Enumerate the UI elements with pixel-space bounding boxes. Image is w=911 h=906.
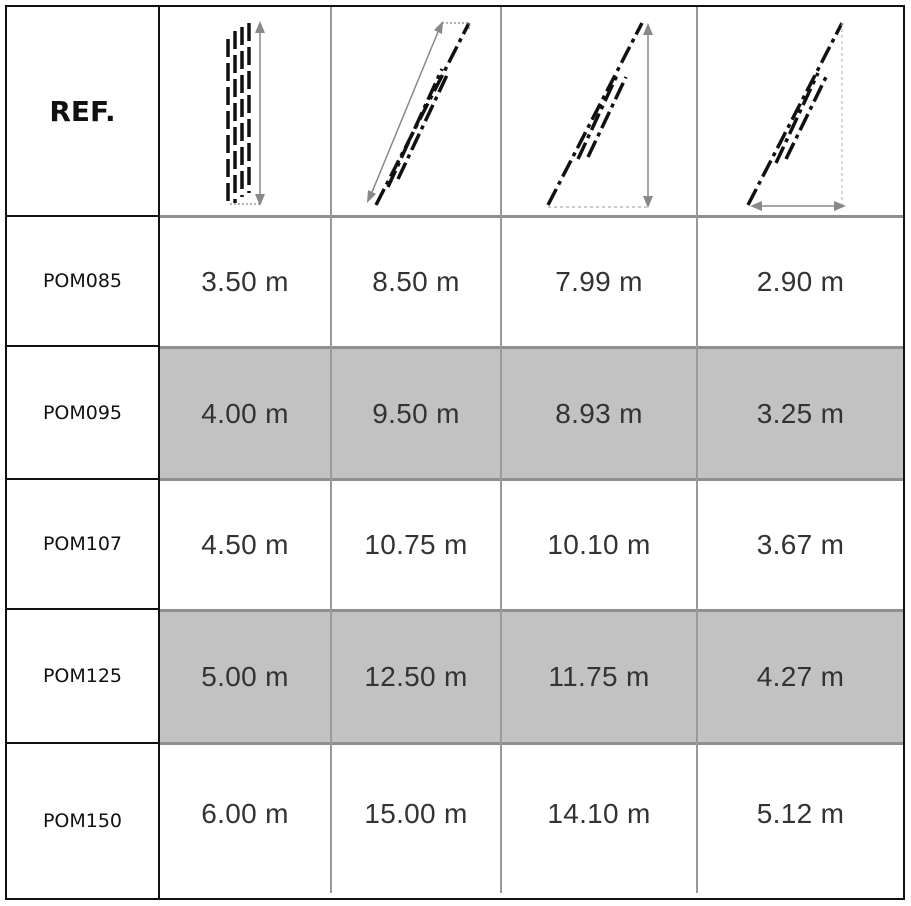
cell-working-height-pom107: 10.10 m [547,529,651,560]
ref-code-pom095: POM095 [7,347,158,480]
cell-working-height-pom150: 14.10 m [547,798,651,829]
ladder-base-distance-icon [698,7,903,215]
cell-length-pom125: 12.50 m [364,661,468,692]
cell-length-pom085: 8.50 m [372,266,460,297]
cell-height-pom095: 4.00 m [201,398,289,429]
ladder-size-table [5,5,905,900]
ref-header: REF. [7,7,158,217]
cell-base-pom085: 2.90 m [756,266,845,297]
cell-base-pom095: 3.25 m [756,398,845,429]
cell-length-pom107: 10.75 m [364,529,468,560]
value-grid [160,7,903,898]
cell-length-pom150: 15.00 m [364,798,468,829]
cell-working-height-pom085: 7.99 m [555,266,643,297]
cell-height-pom085: 3.50 m [201,266,289,297]
ref-code-pom085: POM085 [7,217,158,347]
cell-base-pom125: 4.27 m [756,661,845,692]
cell-base-pom150: 5.12 m [756,798,845,829]
cell-working-height-pom125: 11.75 m [548,661,650,692]
ref-code-pom150: POM150 [42,810,123,832]
ladder-length-icon [332,7,500,215]
ladder-vertical-height-icon [160,7,330,215]
cell-length-pom095: 9.50 m [372,398,460,429]
cell-height-pom107: 4.50 m [201,529,289,560]
ref-code-pom125: POM125 [7,610,158,744]
cell-working-height-pom095: 8.93 m [555,398,643,429]
cell-height-pom150: 6.00 m [201,798,289,829]
cell-height-pom125: 5.00 m [201,661,289,692]
cell-base-pom107: 3.67 m [756,529,845,560]
ref-code-pom107: POM107 [7,480,158,610]
ladder-inclined-height-icon [502,7,696,215]
ref-column [7,7,160,898]
